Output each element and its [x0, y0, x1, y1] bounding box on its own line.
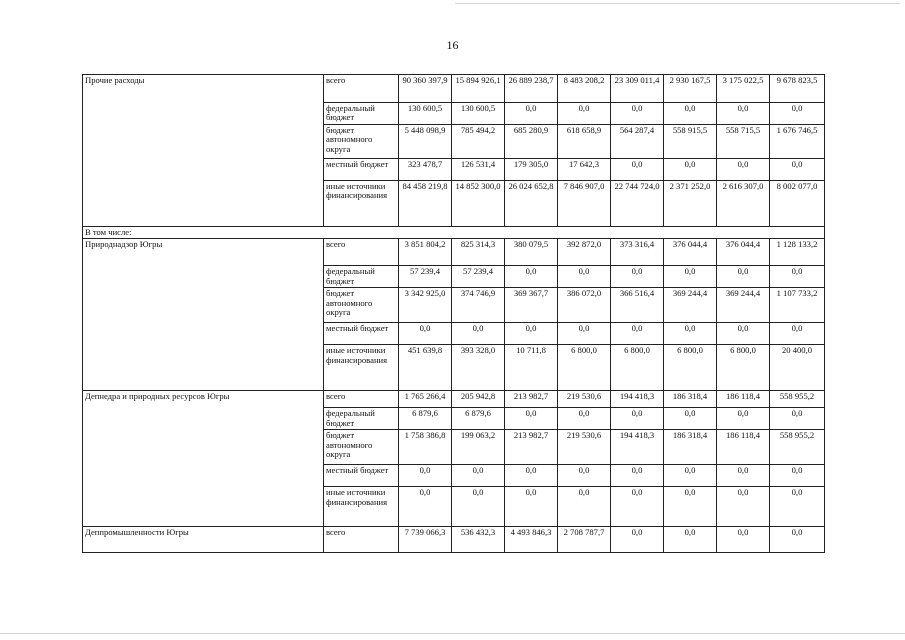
amount-cell: 219 530,6 [558, 430, 611, 465]
amount-cell: 0,0 [770, 465, 825, 487]
amount-cell: 179 305,0 [505, 159, 558, 181]
amount-cell: 8 483 208,2 [558, 75, 611, 103]
amount-cell: 2 616 307,0 [717, 181, 770, 227]
funding-source: бюджет автономного округа [324, 125, 399, 159]
amount-cell: 1 676 746,5 [770, 125, 825, 159]
amount-cell: 1 765 266,4 [399, 391, 452, 408]
amount-cell: 0,0 [717, 159, 770, 181]
amount-cell: 57 239,4 [399, 266, 452, 288]
amount-cell: 6 800,0 [611, 345, 664, 391]
amount-cell: 0,0 [399, 487, 452, 527]
amount-cell: 0,0 [770, 408, 825, 430]
amount-cell: 3 342 925,0 [399, 288, 452, 323]
amount-cell: 0,0 [558, 408, 611, 430]
amount-cell: 380 079,5 [505, 239, 558, 266]
funding-source: всего [324, 75, 399, 103]
amount-cell: 0,0 [664, 266, 717, 288]
amount-cell: 0,0 [452, 487, 505, 527]
amount-cell: 558 915,5 [664, 125, 717, 159]
amount-cell: 26 024 652,8 [505, 181, 558, 227]
amount-cell: 369 244,4 [664, 288, 717, 323]
funding-source: иные источники финансирования [324, 181, 399, 227]
amount-cell: 323 478,7 [399, 159, 452, 181]
amount-cell: 0,0 [664, 323, 717, 345]
amount-cell: 205 942,8 [452, 391, 505, 408]
amount-cell: 8 002 077,0 [770, 181, 825, 227]
amount-cell: 2 708 787,7 [558, 527, 611, 553]
amount-cell: 0,0 [399, 465, 452, 487]
funding-source: местный бюджет [324, 159, 399, 181]
amount-cell: 558 955,2 [770, 391, 825, 408]
amount-cell: 373 316,4 [611, 239, 664, 266]
amount-cell: 6 800,0 [558, 345, 611, 391]
amount-cell: 1 128 133,2 [770, 239, 825, 266]
funding-source: федеральный бюджет [324, 408, 399, 430]
amount-cell: 825 314,3 [452, 239, 505, 266]
funding-source: федеральный бюджет [324, 266, 399, 288]
amount-cell: 0,0 [505, 266, 558, 288]
including-label: В том числе: [83, 227, 825, 239]
amount-cell: 558 715,5 [717, 125, 770, 159]
amount-cell: 0,0 [611, 487, 664, 527]
amount-cell: 1 107 733,2 [770, 288, 825, 323]
funding-source: местный бюджет [324, 323, 399, 345]
amount-cell: 374 746,9 [452, 288, 505, 323]
amount-cell: 186 318,4 [664, 391, 717, 408]
amount-cell: 0,0 [611, 103, 664, 125]
amount-cell: 369 367,7 [505, 288, 558, 323]
amount-cell: 0,0 [611, 323, 664, 345]
amount-cell: 0,0 [452, 323, 505, 345]
amount-cell: 0,0 [717, 487, 770, 527]
amount-cell: 785 494,2 [452, 125, 505, 159]
funding-source: всего [324, 239, 399, 266]
amount-cell: 5 448 098,9 [399, 125, 452, 159]
amount-cell: 376 044,4 [664, 239, 717, 266]
amount-cell: 219 530,6 [558, 391, 611, 408]
amount-cell: 386 072,0 [558, 288, 611, 323]
funding-source: бюджет автономного округа [324, 430, 399, 465]
amount-cell: 0,0 [611, 465, 664, 487]
amount-cell: 1 758 386,8 [399, 430, 452, 465]
amount-cell: 3 851 804,2 [399, 239, 452, 266]
amount-cell: 0,0 [505, 323, 558, 345]
amount-cell: 0,0 [452, 465, 505, 487]
amount-cell: 0,0 [558, 323, 611, 345]
amount-cell: 126 531,4 [452, 159, 505, 181]
amount-cell: 90 360 397,9 [399, 75, 452, 103]
funding-source: всего [324, 391, 399, 408]
amount-cell: 199 063,2 [452, 430, 505, 465]
amount-cell: 0,0 [611, 408, 664, 430]
amount-cell: 0,0 [505, 408, 558, 430]
amount-cell: 685 280,9 [505, 125, 558, 159]
amount-cell: 0,0 [664, 408, 717, 430]
table-row [83, 239, 825, 266]
amount-cell: 186 318,4 [664, 430, 717, 465]
amount-cell: 186 118,4 [717, 430, 770, 465]
amount-cell: 0,0 [505, 465, 558, 487]
amount-cell: 369 244,4 [717, 288, 770, 323]
program-title: Прочие расходы [83, 75, 324, 227]
amount-cell: 558 955,2 [770, 430, 825, 465]
amount-cell: 0,0 [717, 103, 770, 125]
amount-cell: 194 418,3 [611, 391, 664, 408]
page-number: 16 [446, 38, 459, 52]
amount-cell: 393 328,0 [452, 345, 505, 391]
amount-cell: 7 846 907,0 [558, 181, 611, 227]
amount-cell: 7 739 066,3 [399, 527, 452, 553]
amount-cell: 0,0 [611, 159, 664, 181]
amount-cell: 23 309 011,4 [611, 75, 664, 103]
funding-source: иные источники финансирования [324, 487, 399, 527]
amount-cell: 451 639,8 [399, 345, 452, 391]
amount-cell: 10 711,8 [505, 345, 558, 391]
amount-cell: 194 418,3 [611, 430, 664, 465]
amount-cell: 0,0 [770, 323, 825, 345]
program-title: Деппромышленности Югры [83, 527, 324, 553]
including-row [83, 227, 825, 239]
amount-cell: 0,0 [611, 266, 664, 288]
funding-source: местный бюджет [324, 465, 399, 487]
amount-cell: 366 516,4 [611, 288, 664, 323]
amount-cell: 2 371 252,0 [664, 181, 717, 227]
amount-cell: 0,0 [399, 323, 452, 345]
amount-cell: 0,0 [770, 103, 825, 125]
amount-cell: 0,0 [770, 266, 825, 288]
funding-source: всего [324, 527, 399, 553]
amount-cell: 0,0 [558, 487, 611, 527]
amount-cell: 0,0 [558, 465, 611, 487]
table-row [83, 391, 825, 408]
amount-cell: 0,0 [664, 527, 717, 553]
amount-cell: 0,0 [770, 159, 825, 181]
amount-cell: 0,0 [558, 266, 611, 288]
amount-cell: 213 982,7 [505, 430, 558, 465]
amount-cell: 14 852 300,0 [452, 181, 505, 227]
amount-cell: 0,0 [717, 408, 770, 430]
amount-cell: 9 678 823,5 [770, 75, 825, 103]
amount-cell: 3 175 022,5 [717, 75, 770, 103]
amount-cell: 2 930 167,5 [664, 75, 717, 103]
amount-cell: 618 658,9 [558, 125, 611, 159]
amount-cell: 0,0 [770, 487, 825, 527]
amount-cell: 0,0 [505, 103, 558, 125]
amount-cell: 0,0 [717, 527, 770, 553]
amount-cell: 6 879,6 [399, 408, 452, 430]
funding-source: федеральный бюджет [324, 103, 399, 125]
amount-cell: 0,0 [558, 103, 611, 125]
amount-cell: 84 458 219,8 [399, 181, 452, 227]
amount-cell: 392 872,0 [558, 239, 611, 266]
amount-cell: 26 889 238,7 [505, 75, 558, 103]
amount-cell: 0,0 [664, 103, 717, 125]
table-row [83, 75, 825, 103]
amount-cell: 0,0 [664, 465, 717, 487]
amount-cell: 0,0 [664, 487, 717, 527]
amount-cell: 6 800,0 [664, 345, 717, 391]
amount-cell: 0,0 [611, 527, 664, 553]
amount-cell: 6 800,0 [717, 345, 770, 391]
amount-cell: 376 044,4 [717, 239, 770, 266]
amount-cell: 130 600,5 [452, 103, 505, 125]
amount-cell: 15 894 926,1 [452, 75, 505, 103]
table-row [83, 527, 825, 553]
amount-cell: 20 400,0 [770, 345, 825, 391]
amount-cell: 564 287,4 [611, 125, 664, 159]
amount-cell: 0,0 [717, 323, 770, 345]
program-title: Депнедра и природных ресурсов Югры [83, 391, 324, 527]
amount-cell: 22 744 724,0 [611, 181, 664, 227]
amount-cell: 57 239,4 [452, 266, 505, 288]
budget-table [82, 74, 825, 553]
amount-cell: 0,0 [505, 487, 558, 527]
funding-source: иные источники финансирования [324, 345, 399, 391]
amount-cell: 186 118,4 [717, 391, 770, 408]
amount-cell: 4 493 846,3 [505, 527, 558, 553]
program-title: Природнадзор Югры [83, 239, 324, 391]
amount-cell: 0,0 [770, 527, 825, 553]
amount-cell: 0,0 [717, 465, 770, 487]
scan-artifact-bottom [0, 633, 905, 634]
amount-cell: 0,0 [717, 266, 770, 288]
amount-cell: 0,0 [664, 159, 717, 181]
amount-cell: 6 879,6 [452, 408, 505, 430]
amount-cell: 130 600,5 [399, 103, 452, 125]
amount-cell: 536 432,3 [452, 527, 505, 553]
amount-cell: 17 642,3 [558, 159, 611, 181]
funding-source: бюджет автономного округа [324, 288, 399, 323]
scan-artifact-top [455, 3, 900, 4]
amount-cell: 213 982,7 [505, 391, 558, 408]
